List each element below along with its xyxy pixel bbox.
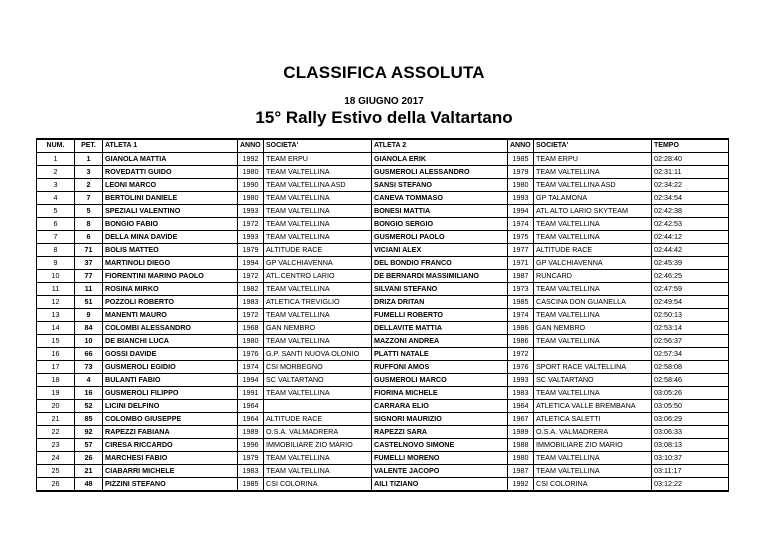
rank-cell: 25 bbox=[37, 465, 75, 478]
athlete-2-cell: GUSMEROLI PAOLO bbox=[372, 231, 508, 244]
table-row bbox=[37, 465, 729, 478]
club-1-cell: O.S.A. VALMADRERA bbox=[264, 426, 372, 439]
rank-cell: 8 bbox=[37, 244, 75, 257]
year-1-cell: 1983 bbox=[238, 296, 264, 309]
club-2-cell: SPORT RACE VALTELLINA bbox=[534, 361, 652, 374]
bib-cell: 6 bbox=[75, 231, 103, 244]
athlete-2-cell: GIANOLA ERIK bbox=[372, 153, 508, 166]
rank-cell: 17 bbox=[37, 361, 75, 374]
athlete-1-cell: LICINI DELFINO bbox=[103, 400, 238, 413]
time-cell: 02:45:39 bbox=[652, 257, 729, 270]
table-row bbox=[37, 257, 729, 270]
year-1-cell: 1964 bbox=[238, 400, 264, 413]
year-1-cell: 1972 bbox=[238, 218, 264, 231]
table-row bbox=[37, 153, 729, 166]
club-1-cell: TEAM VALTELLINA bbox=[264, 166, 372, 179]
rank-cell: 22 bbox=[37, 426, 75, 439]
rank-cell: 15 bbox=[37, 335, 75, 348]
time-cell: 02:34:22 bbox=[652, 179, 729, 192]
athlete-2-cell: GUSMEROLI ALESSANDRO bbox=[372, 166, 508, 179]
bib-cell: 16 bbox=[75, 387, 103, 400]
table-row bbox=[37, 205, 729, 218]
athlete-1-cell: DELLA MINA DAVIDE bbox=[103, 231, 238, 244]
year-1-cell: 1972 bbox=[238, 270, 264, 283]
athlete-1-cell: LEONI MARCO bbox=[103, 179, 238, 192]
column-header: PET. bbox=[75, 139, 103, 153]
club-2-cell: GP TALAMONA bbox=[534, 192, 652, 205]
rank-cell: 24 bbox=[37, 452, 75, 465]
year-1-cell: 1974 bbox=[238, 361, 264, 374]
athlete-1-cell: MARCHESI FABIO bbox=[103, 452, 238, 465]
year-2-cell: 1974 bbox=[508, 218, 534, 231]
rank-cell: 7 bbox=[37, 231, 75, 244]
bib-cell: 48 bbox=[75, 478, 103, 492]
club-1-cell: TEAM VALTELLINA bbox=[264, 218, 372, 231]
rank-cell: 14 bbox=[37, 322, 75, 335]
table-row bbox=[37, 309, 729, 322]
athlete-2-cell: RUFFONI AMOS bbox=[372, 361, 508, 374]
year-1-cell: 1990 bbox=[238, 179, 264, 192]
club-1-cell: TEAM VALTELLINA bbox=[264, 335, 372, 348]
table-row bbox=[37, 478, 729, 492]
year-2-cell: 1988 bbox=[508, 439, 534, 452]
table-row bbox=[37, 231, 729, 244]
athlete-2-cell: VICIANI ALEX bbox=[372, 244, 508, 257]
rank-cell: 13 bbox=[37, 309, 75, 322]
year-2-cell: 1972 bbox=[508, 348, 534, 361]
year-2-cell: 1983 bbox=[508, 387, 534, 400]
athlete-2-cell: DELLAVITE MATTIA bbox=[372, 322, 508, 335]
athlete-2-cell: GUSMEROLI MARCO bbox=[372, 374, 508, 387]
athlete-1-cell: FIORENTINI MARINO PAOLO bbox=[103, 270, 238, 283]
athlete-2-cell: CANEVA TOMMASO bbox=[372, 192, 508, 205]
bib-cell: 10 bbox=[75, 335, 103, 348]
bib-cell: 2 bbox=[75, 179, 103, 192]
column-header: ANNO bbox=[508, 139, 534, 153]
year-1-cell: 1964 bbox=[238, 413, 264, 426]
table-row bbox=[37, 283, 729, 296]
club-1-cell: TEAM VALTELLINA bbox=[264, 309, 372, 322]
club-1-cell: ALTITUDE RACE bbox=[264, 413, 372, 426]
club-1-cell: GAN NEMBRO bbox=[264, 322, 372, 335]
bib-cell: 37 bbox=[75, 257, 103, 270]
athlete-1-cell: COLOMBI ALESSANDRO bbox=[103, 322, 238, 335]
rank-cell: 3 bbox=[37, 179, 75, 192]
athlete-1-cell: GOSSI DAVIDE bbox=[103, 348, 238, 361]
athlete-2-cell: FUMELLI MORENO bbox=[372, 452, 508, 465]
time-cell: 03:06:33 bbox=[652, 426, 729, 439]
bib-cell: 5 bbox=[75, 205, 103, 218]
rank-cell: 5 bbox=[37, 205, 75, 218]
time-cell: 02:49:54 bbox=[652, 296, 729, 309]
athlete-1-cell: BULANTI FABIO bbox=[103, 374, 238, 387]
year-1-cell: 1996 bbox=[238, 439, 264, 452]
time-cell: 03:10:37 bbox=[652, 452, 729, 465]
club-2-cell: GAN NEMBRO bbox=[534, 322, 652, 335]
bib-cell: 73 bbox=[75, 361, 103, 374]
table-row bbox=[37, 270, 729, 283]
rank-cell: 19 bbox=[37, 387, 75, 400]
athlete-1-cell: CIABARRI MICHELE bbox=[103, 465, 238, 478]
club-1-cell bbox=[264, 400, 372, 413]
club-2-cell: RUNCARD bbox=[534, 270, 652, 283]
club-2-cell: TEAM VALTELLINA bbox=[534, 218, 652, 231]
rank-cell: 9 bbox=[37, 257, 75, 270]
rank-cell: 12 bbox=[37, 296, 75, 309]
year-2-cell: 1979 bbox=[508, 166, 534, 179]
time-cell: 03:06:29 bbox=[652, 413, 729, 426]
year-2-cell: 1974 bbox=[508, 309, 534, 322]
page-title: CLASSIFICA ASSOLUTA bbox=[283, 63, 485, 82]
athlete-1-cell: ROSINA MIRKO bbox=[103, 283, 238, 296]
club-1-cell: TEAM VALTELLINA bbox=[264, 205, 372, 218]
year-2-cell: 1973 bbox=[508, 283, 534, 296]
table-row bbox=[37, 452, 729, 465]
club-2-cell: TEAM VALTELLINA bbox=[534, 465, 652, 478]
club-2-cell: TEAM ERPU bbox=[534, 153, 652, 166]
year-2-cell: 1980 bbox=[508, 179, 534, 192]
year-2-cell: 1964 bbox=[508, 400, 534, 413]
club-2-cell: TEAM VALTELLINA ASD bbox=[534, 179, 652, 192]
athlete-1-cell: GUSMEROLI EGIDIO bbox=[103, 361, 238, 374]
bib-cell: 85 bbox=[75, 413, 103, 426]
year-2-cell: 1986 bbox=[508, 322, 534, 335]
year-1-cell: 1979 bbox=[238, 244, 264, 257]
athlete-2-cell: FIORINA MICHELE bbox=[372, 387, 508, 400]
club-2-cell: SC VALTARTANO bbox=[534, 374, 652, 387]
club-2-cell: ALTITUDE RACE bbox=[534, 244, 652, 257]
rank-cell: 21 bbox=[37, 413, 75, 426]
club-2-cell bbox=[534, 348, 652, 361]
year-2-cell: 1989 bbox=[508, 426, 534, 439]
time-cell: 03:05:50 bbox=[652, 400, 729, 413]
athlete-1-cell: POZZOLI ROBERTO bbox=[103, 296, 238, 309]
athlete-2-cell: MAZZONI ANDREA bbox=[372, 335, 508, 348]
column-header: TEMPO bbox=[652, 139, 729, 153]
club-2-cell: TEAM VALTELLINA bbox=[534, 283, 652, 296]
table-row bbox=[37, 218, 729, 231]
club-2-cell: ATLETICA SALETTI bbox=[534, 413, 652, 426]
year-2-cell: 1980 bbox=[508, 452, 534, 465]
club-2-cell: TEAM VALTELLINA bbox=[534, 335, 652, 348]
bib-cell: 71 bbox=[75, 244, 103, 257]
club-2-cell: TEAM VALTELLINA bbox=[534, 452, 652, 465]
time-cell: 03:12:22 bbox=[652, 478, 729, 492]
year-1-cell: 1980 bbox=[238, 192, 264, 205]
table-row bbox=[37, 426, 729, 439]
athlete-1-cell: CIRESA RICCARDO bbox=[103, 439, 238, 452]
time-cell: 02:47:59 bbox=[652, 283, 729, 296]
year-1-cell: 1972 bbox=[238, 309, 264, 322]
table-row bbox=[37, 413, 729, 426]
athlete-1-cell: GIANOLA MATTIA bbox=[103, 153, 238, 166]
rank-cell: 16 bbox=[37, 348, 75, 361]
athlete-2-cell: BONGIO SERGIO bbox=[372, 218, 508, 231]
club-1-cell: TEAM VALTELLINA bbox=[264, 465, 372, 478]
time-cell: 02:34:54 bbox=[652, 192, 729, 205]
athlete-1-cell: COLOMBO GIUSEPPE bbox=[103, 413, 238, 426]
club-2-cell: ATLETICA VALLE BREMBANA bbox=[534, 400, 652, 413]
club-1-cell: ALTITUDE RACE bbox=[264, 244, 372, 257]
bib-cell: 52 bbox=[75, 400, 103, 413]
rank-cell: 1 bbox=[37, 153, 75, 166]
club-1-cell: TEAM VALTELLINA bbox=[264, 231, 372, 244]
athlete-2-cell: DEL BONDIO FRANCO bbox=[372, 257, 508, 270]
athlete-1-cell: MARTINOLI DIEGO bbox=[103, 257, 238, 270]
year-2-cell: 1977 bbox=[508, 244, 534, 257]
year-2-cell: 1971 bbox=[508, 257, 534, 270]
year-2-cell: 1987 bbox=[508, 465, 534, 478]
club-1-cell: CSI COLORINA bbox=[264, 478, 372, 492]
table-row bbox=[37, 374, 729, 387]
bib-cell: 92 bbox=[75, 426, 103, 439]
column-header: NUM. bbox=[37, 139, 75, 153]
club-2-cell: CASCINA DON GUANELLA bbox=[534, 296, 652, 309]
bib-cell: 9 bbox=[75, 309, 103, 322]
athlete-2-cell: CASTELNOVO SIMONE bbox=[372, 439, 508, 452]
time-cell: 02:53:14 bbox=[652, 322, 729, 335]
athlete-1-cell: SPEZIALI VALENTINO bbox=[103, 205, 238, 218]
club-1-cell: TEAM VALTELLINA bbox=[264, 387, 372, 400]
column-header: ATLETA 1 bbox=[103, 139, 238, 153]
table-row bbox=[37, 400, 729, 413]
bib-cell: 66 bbox=[75, 348, 103, 361]
bib-cell: 21 bbox=[75, 465, 103, 478]
table-row bbox=[37, 179, 729, 192]
club-2-cell: TEAM VALTELLINA bbox=[534, 387, 652, 400]
athlete-2-cell: CARRARA ELIO bbox=[372, 400, 508, 413]
year-2-cell: 1975 bbox=[508, 231, 534, 244]
athlete-1-cell: BERTOLINI DANIELE bbox=[103, 192, 238, 205]
club-1-cell: IMMOBILIARE ZIO MARIO bbox=[264, 439, 372, 452]
table-header-row bbox=[37, 139, 729, 153]
rank-cell: 11 bbox=[37, 283, 75, 296]
year-2-cell: 1985 bbox=[508, 153, 534, 166]
club-2-cell: GP VALCHIAVENNA bbox=[534, 257, 652, 270]
year-1-cell: 1993 bbox=[238, 205, 264, 218]
table-row bbox=[37, 192, 729, 205]
time-cell: 03:05:26 bbox=[652, 387, 729, 400]
athlete-2-cell: SIGNORI MAURIZIO bbox=[372, 413, 508, 426]
bib-cell: 1 bbox=[75, 153, 103, 166]
club-2-cell: TEAM VALTELLINA bbox=[534, 231, 652, 244]
table-row bbox=[37, 296, 729, 309]
table-row bbox=[37, 361, 729, 374]
time-cell: 02:28:40 bbox=[652, 153, 729, 166]
column-header: ATLETA 2 bbox=[372, 139, 508, 153]
club-1-cell: CSI MORBEGNO bbox=[264, 361, 372, 374]
club-2-cell: TEAM VALTELLINA bbox=[534, 309, 652, 322]
year-2-cell: 1987 bbox=[508, 270, 534, 283]
table-row bbox=[37, 322, 729, 335]
athlete-2-cell: SILVANI STEFANO bbox=[372, 283, 508, 296]
time-cell: 02:42:38 bbox=[652, 205, 729, 218]
club-2-cell: O.S.A. VALMADRERA bbox=[534, 426, 652, 439]
year-1-cell: 1968 bbox=[238, 322, 264, 335]
year-1-cell: 1980 bbox=[238, 166, 264, 179]
athlete-1-cell: BOLIS MATTEO bbox=[103, 244, 238, 257]
club-2-cell: IMMOBILIARE ZIO MARIO bbox=[534, 439, 652, 452]
time-cell: 02:46:25 bbox=[652, 270, 729, 283]
athlete-1-cell: PIZZINI STEFANO bbox=[103, 478, 238, 492]
time-cell: 02:58:08 bbox=[652, 361, 729, 374]
time-cell: 02:56:37 bbox=[652, 335, 729, 348]
rank-cell: 26 bbox=[37, 478, 75, 492]
club-1-cell: G.P. SANTI NUOVA OLONIO bbox=[264, 348, 372, 361]
athlete-1-cell: RAPEZZI FABIANA bbox=[103, 426, 238, 439]
rank-cell: 2 bbox=[37, 166, 75, 179]
year-2-cell: 1976 bbox=[508, 361, 534, 374]
year-1-cell: 1992 bbox=[238, 153, 264, 166]
athlete-2-cell: FUMELLI ROBERTO bbox=[372, 309, 508, 322]
bib-cell: 8 bbox=[75, 218, 103, 231]
year-1-cell: 1994 bbox=[238, 257, 264, 270]
year-2-cell: 1993 bbox=[508, 192, 534, 205]
athlete-1-cell: DE BIANCHI LUCA bbox=[103, 335, 238, 348]
club-1-cell: SC VALTARTANO bbox=[264, 374, 372, 387]
time-cell: 03:11:17 bbox=[652, 465, 729, 478]
bib-cell: 4 bbox=[75, 374, 103, 387]
athlete-2-cell: VALENTE JACOPO bbox=[372, 465, 508, 478]
column-header: SOCIETA' bbox=[534, 139, 652, 153]
athlete-1-cell: GUSMEROLI FILIPPO bbox=[103, 387, 238, 400]
rank-cell: 10 bbox=[37, 270, 75, 283]
bib-cell: 11 bbox=[75, 283, 103, 296]
time-cell: 03:08:13 bbox=[652, 439, 729, 452]
time-cell: 02:42:53 bbox=[652, 218, 729, 231]
rank-cell: 6 bbox=[37, 218, 75, 231]
table-row bbox=[37, 439, 729, 452]
year-1-cell: 1976 bbox=[238, 348, 264, 361]
time-cell: 02:57:34 bbox=[652, 348, 729, 361]
table-row bbox=[37, 387, 729, 400]
club-1-cell: ATLETICA TREVIGLIO bbox=[264, 296, 372, 309]
athlete-2-cell: BONESI MATTIA bbox=[372, 205, 508, 218]
club-1-cell: TEAM ERPU bbox=[264, 153, 372, 166]
year-2-cell: 1992 bbox=[508, 478, 534, 492]
table-row bbox=[37, 348, 729, 361]
column-header: SOCIETA' bbox=[264, 139, 372, 153]
athlete-2-cell: DE BERNARDI MASSIMILIANO bbox=[372, 270, 508, 283]
club-1-cell: TEAM VALTELLINA ASD bbox=[264, 179, 372, 192]
athlete-2-cell: AILI TIZIANO bbox=[372, 478, 508, 492]
club-1-cell: GP VALCHIAVENNA bbox=[264, 257, 372, 270]
rank-cell: 20 bbox=[37, 400, 75, 413]
year-2-cell: 1986 bbox=[508, 335, 534, 348]
club-1-cell: ATL.CENTRO LARIO bbox=[264, 270, 372, 283]
club-1-cell: TEAM VALTELLINA bbox=[264, 192, 372, 205]
year-1-cell: 1994 bbox=[238, 374, 264, 387]
bib-cell: 57 bbox=[75, 439, 103, 452]
results-table bbox=[36, 138, 729, 492]
bib-cell: 77 bbox=[75, 270, 103, 283]
year-1-cell: 1991 bbox=[238, 387, 264, 400]
table-row bbox=[37, 335, 729, 348]
year-1-cell: 1983 bbox=[238, 465, 264, 478]
athlete-1-cell: BONGIO FABIO bbox=[103, 218, 238, 231]
rank-cell: 18 bbox=[37, 374, 75, 387]
bib-cell: 51 bbox=[75, 296, 103, 309]
club-2-cell: CSI COLORINA bbox=[534, 478, 652, 492]
athlete-2-cell: RAPEZZI SARA bbox=[372, 426, 508, 439]
athlete-2-cell: SANSI STEFANO bbox=[372, 179, 508, 192]
table-row bbox=[37, 244, 729, 257]
year-2-cell: 1985 bbox=[508, 296, 534, 309]
bib-cell: 7 bbox=[75, 192, 103, 205]
club-1-cell: TEAM VALTELLINA bbox=[264, 452, 372, 465]
year-2-cell: 1967 bbox=[508, 413, 534, 426]
year-1-cell: 1985 bbox=[238, 478, 264, 492]
athlete-1-cell: ROVEDATTI GUIDO bbox=[103, 166, 238, 179]
event-date: 18 GIUGNO 2017 bbox=[344, 96, 424, 107]
club-2-cell: ATL ALTO LARIO SKYTEAM bbox=[534, 205, 652, 218]
rank-cell: 4 bbox=[37, 192, 75, 205]
year-1-cell: 1993 bbox=[238, 231, 264, 244]
table-row bbox=[37, 166, 729, 179]
year-2-cell: 1993 bbox=[508, 374, 534, 387]
athlete-2-cell: DRIZA DRITAN bbox=[372, 296, 508, 309]
rank-cell: 23 bbox=[37, 439, 75, 452]
year-1-cell: 1980 bbox=[238, 335, 264, 348]
time-cell: 02:50:13 bbox=[652, 309, 729, 322]
year-2-cell: 1994 bbox=[508, 205, 534, 218]
bib-cell: 26 bbox=[75, 452, 103, 465]
club-2-cell: TEAM VALTELLINA bbox=[534, 166, 652, 179]
athlete-1-cell: MANENTI MAURO bbox=[103, 309, 238, 322]
year-1-cell: 1979 bbox=[238, 452, 264, 465]
column-header: ANNO bbox=[238, 139, 264, 153]
time-cell: 02:31:11 bbox=[652, 166, 729, 179]
athlete-2-cell: PLATTI NATALE bbox=[372, 348, 508, 361]
bib-cell: 3 bbox=[75, 166, 103, 179]
time-cell: 02:44:42 bbox=[652, 244, 729, 257]
time-cell: 02:58:46 bbox=[652, 374, 729, 387]
bib-cell: 84 bbox=[75, 322, 103, 335]
club-1-cell: TEAM VALTELLINA bbox=[264, 283, 372, 296]
time-cell: 02:44:12 bbox=[652, 231, 729, 244]
year-1-cell: 1982 bbox=[238, 283, 264, 296]
event-name: 15° Rally Estivo della Valtartano bbox=[255, 108, 513, 127]
year-1-cell: 1989 bbox=[238, 426, 264, 439]
